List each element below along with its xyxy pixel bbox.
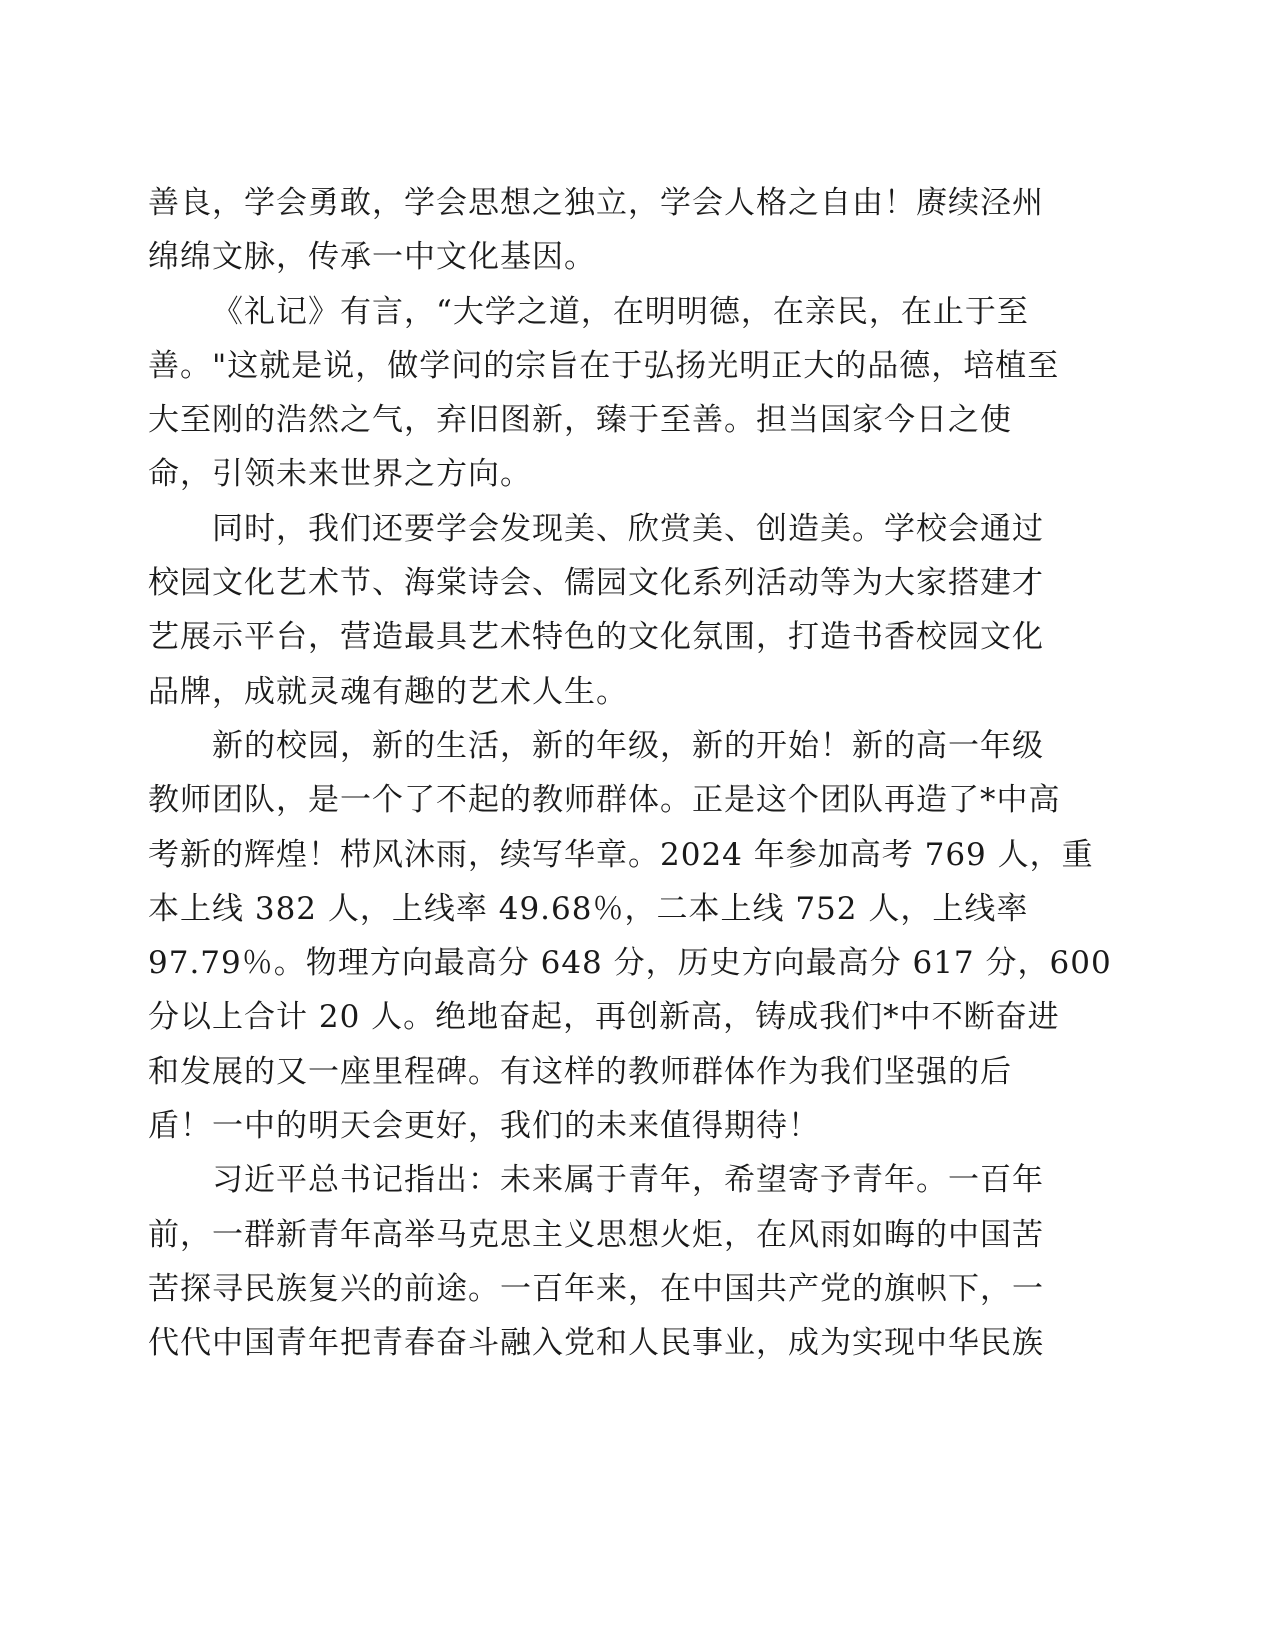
text-line: 习近平总书记指出：未来属于青年，希望寄予青年。一百年 xyxy=(212,1162,1044,1199)
text-line: 《礼记》有言，“大学之道，在明明德，在亲民，在止于至 xyxy=(212,293,1029,330)
text-line: 大至刚的浩然之气，弃旧图新，臻于至善。担当国家今日之使 xyxy=(148,402,1012,439)
text-line: 同时，我们还要学会发现美、欣赏美、创造美。学校会通过 xyxy=(212,510,1044,547)
text-line: 绵绵文脉，传承一中文化基因。 xyxy=(148,239,596,276)
text-line: 新的校园，新的生活，新的年级，新的开始！新的高一年级 xyxy=(212,727,1044,764)
text-line: 本上线 382 人，上线率 49.68％，二本上线 752 人，上线率 xyxy=(148,890,1029,927)
text-line: 苦探寻民族复兴的前途。一百年来，在中国共产党的旗帜下，一 xyxy=(148,1270,1044,1307)
text-line: 前，一群新青年高举马克思主义思想火炬，在风雨如晦的中国苦 xyxy=(148,1216,1044,1253)
text-line: 和发展的又一座里程碑。有这样的教师群体作为我们坚强的后 xyxy=(148,1053,1012,1090)
text-line: 善良，学会勇敢，学会思想之独立，学会人格之自由！赓续泾州 xyxy=(148,185,1044,221)
text-line: 命，引领未来世界之方向。 xyxy=(148,456,532,493)
text-line: 盾！一中的明天会更好，我们的未来值得期待！ xyxy=(148,1108,820,1145)
text-line: 考新的辉煌！栉风沐雨，续写华章。2024 年参加高考 769 人，重 xyxy=(148,836,1094,873)
text-line: 艺展示平台，营造最具艺术特色的文化氛围，打造书香校园文化 xyxy=(148,619,1044,656)
text-line: 品牌，成就灵魂有趣的艺术人生。 xyxy=(148,673,628,710)
text-line: 代代中国青年把青春奋斗融入党和人民事业，成为实现中华民族 xyxy=(148,1325,1044,1362)
document-body xyxy=(148,176,1148,1371)
text-line: 善。"这就是说，做学问的宗旨在于弘扬光明正大的品德，培植至 xyxy=(148,347,1060,384)
text-line: 97.79％。物理方向最高分 648 分，历史方向最高分 617 分，600 xyxy=(148,945,1112,982)
text-line: 校园文化艺术节、海棠诗会、儒园文化系列活动等为大家搭建才 xyxy=(148,565,1044,602)
text-line: 分以上合计 20 人。绝地奋起，再创新高，铸成我们*中不断奋进 xyxy=(148,999,1060,1036)
text-line: 教师团队，是一个了不起的教师群体。正是这个团队再造了*中高 xyxy=(148,782,1061,819)
